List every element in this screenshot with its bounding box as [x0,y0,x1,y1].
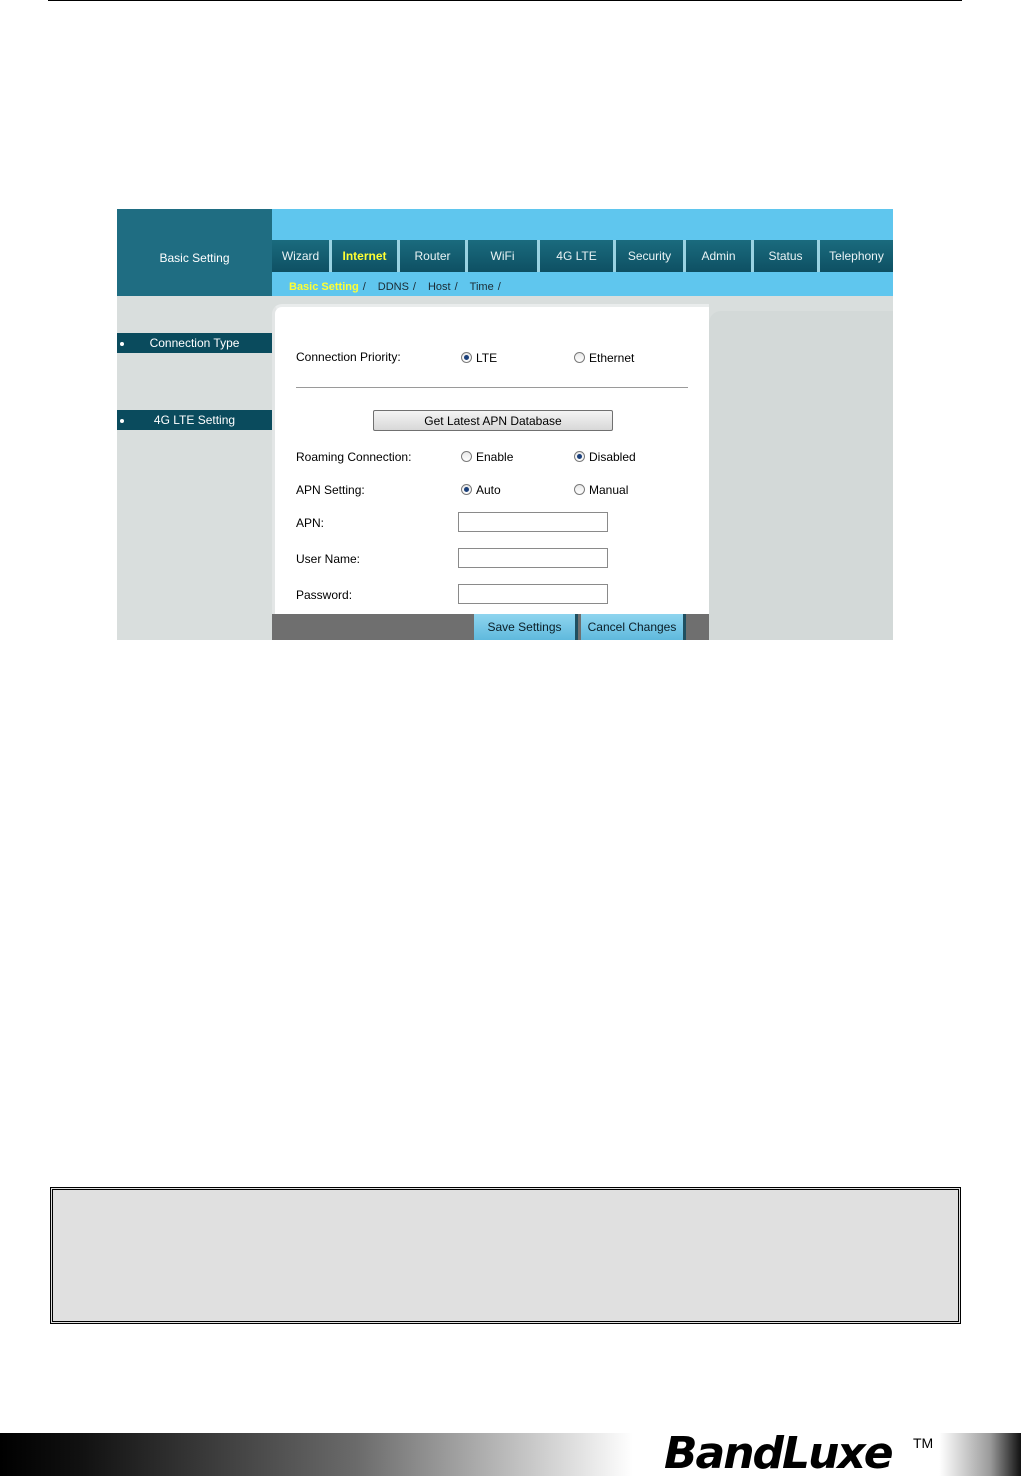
radio-apn-auto-label: Auto [476,483,501,497]
note-box [50,1187,961,1324]
tab-internet[interactable]: Internet [332,240,400,272]
radio-roaming-enable[interactable] [461,451,472,462]
sidebar-item-connection-type[interactable] [117,333,272,353]
radio-apn-manual-label: Manual [589,483,629,497]
subnav-ddns[interactable]: DDNS [377,281,409,293]
radio-roaming-disabled-label: Disabled [589,450,636,464]
subnav-separator: / [497,281,501,293]
main-tabs [272,240,893,272]
tab-4g-lte[interactable]: 4G LTE [540,240,616,272]
tab-wizard[interactable]: Wizard [272,240,332,272]
bullet-icon [120,342,124,346]
password-label: Password: [296,588,353,602]
sidebar-item-label: Connection Type [149,336,240,350]
subnav-separator: / [454,281,458,293]
brand-logo: BandLuxe [664,1428,892,1476]
radio-apn-manual[interactable] [574,484,585,495]
sub-navigation [289,281,509,293]
apn-field[interactable] [458,512,608,532]
radio-roaming-disabled[interactable] [574,451,585,462]
router-ui-screenshot [117,209,893,640]
radio-lte[interactable] [461,352,472,363]
subnav-host[interactable]: Host [427,281,451,293]
connection-priority-label: Connection Priority: [296,350,401,364]
divider [296,387,688,388]
tab-router[interactable]: Router [400,240,468,272]
tab-status[interactable]: Status [754,240,820,272]
roaming-connection-label: Roaming Connection: [296,450,412,464]
radio-roaming-enable-label: Enable [476,450,514,464]
radio-lte-label: LTE [476,351,498,365]
tab-wifi[interactable]: WiFi [468,240,540,272]
trademark-mark: TM [913,1435,934,1451]
cancel-changes-button[interactable]: Cancel Changes [581,614,686,640]
username-field[interactable] [458,548,608,568]
get-apn-database-button[interactable]: Get Latest APN Database [373,410,613,431]
bullet-icon [120,419,124,423]
help-panel [709,311,893,640]
sidebar-item-label: 4G LTE Setting [153,413,236,427]
top-rule [48,0,962,1]
tab-telephony[interactable]: Telephony [820,240,893,272]
sidebar-item-4g-lte-setting[interactable] [117,410,272,430]
save-settings-button[interactable]: Save Settings [474,614,578,640]
tab-admin[interactable]: Admin [686,240,754,272]
apn-setting-label: APN Setting: [296,483,365,497]
subnav-time[interactable]: Time [469,281,494,293]
section-header [117,209,272,296]
apn-label: APN: [296,516,325,530]
password-field[interactable] [458,584,608,604]
tab-security[interactable]: Security [616,240,686,272]
subnav-separator: / [412,281,416,293]
radio-ethernet-label: Ethernet [589,351,635,365]
subnav-basic-setting[interactable]: Basic Setting [289,281,359,293]
section-title: Basic Setting [159,251,230,265]
username-label: User Name: [296,552,361,566]
radio-ethernet[interactable] [574,352,585,363]
subnav-separator: / [362,281,366,293]
radio-apn-auto[interactable] [461,484,472,495]
